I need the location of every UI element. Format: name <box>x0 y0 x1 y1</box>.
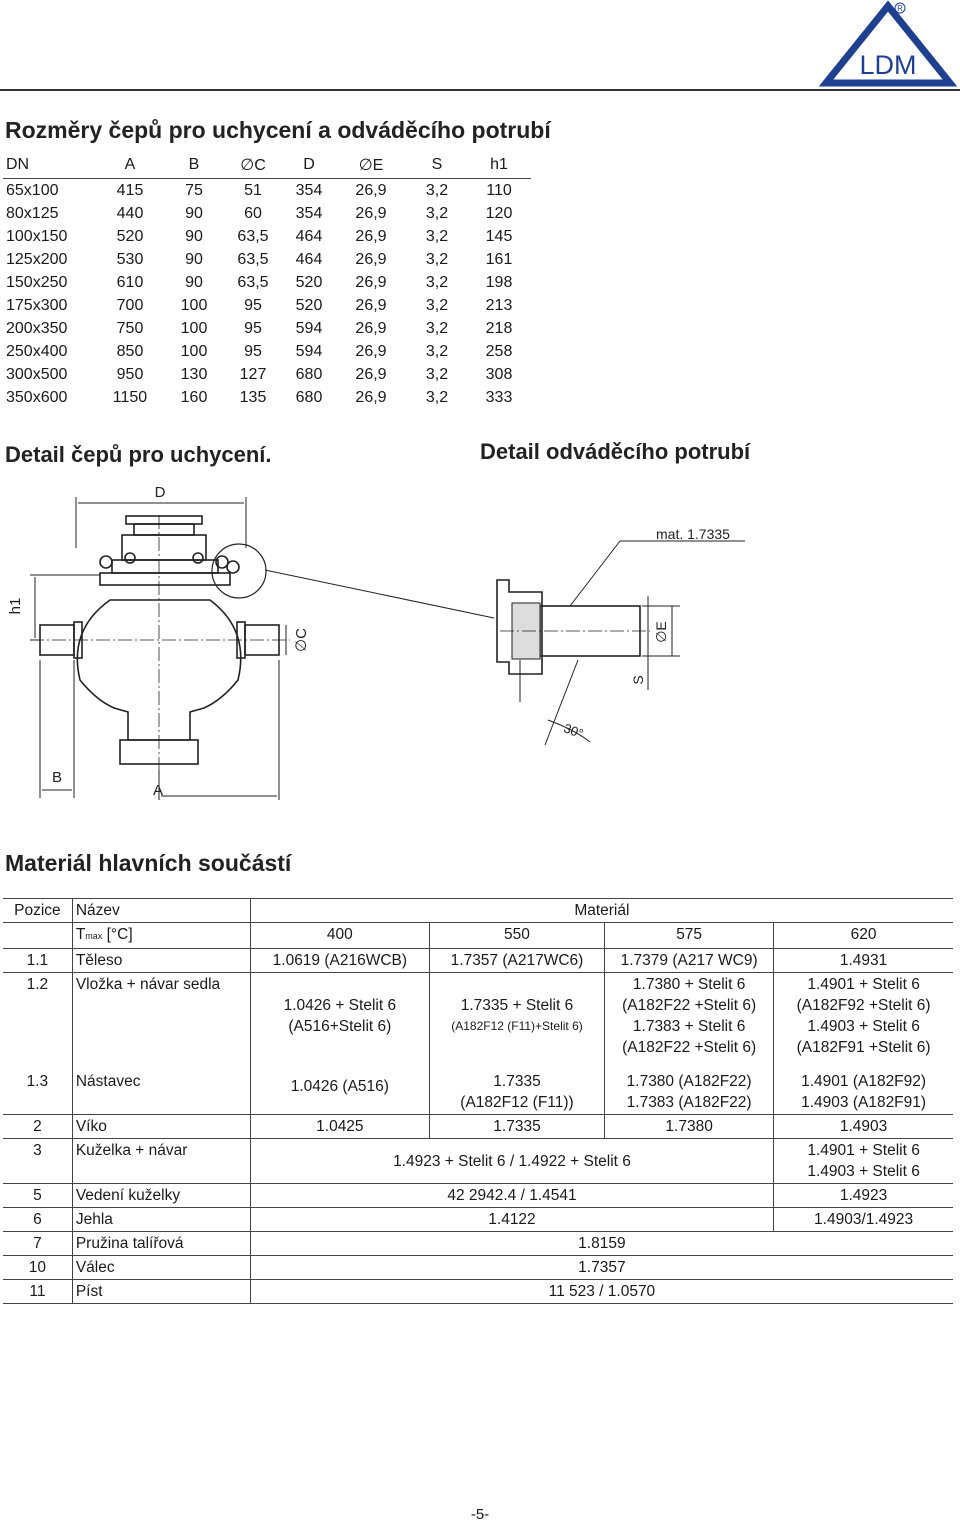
table-cell: 90 <box>185 227 203 245</box>
table-cell: 26,9 <box>355 296 387 314</box>
table-cell: 3,2 <box>425 296 449 314</box>
table-cell: 520 <box>295 296 323 314</box>
table-cell: 530 <box>116 250 144 268</box>
table-cell: 594 <box>295 319 323 337</box>
table-cell: 26,9 <box>355 227 387 245</box>
table-cell: 63,5 <box>237 227 269 245</box>
table-cell: 90 <box>185 273 203 291</box>
label-b: B <box>51 769 63 786</box>
table-cell: 464 <box>295 250 323 268</box>
table-cell: 135 <box>239 388 267 406</box>
table-cell: 100 <box>180 319 208 337</box>
col-pozice: Pozice <box>3 899 72 923</box>
materials-header-row <box>3 899 953 923</box>
table-cell: 95 <box>244 296 262 314</box>
table-cell: 95 <box>244 342 262 360</box>
table-row <box>3 179 531 203</box>
tmax-row <box>3 923 953 949</box>
dimensions-header-row <box>3 152 531 179</box>
table-row <box>3 363 531 386</box>
table-row: 3 Kuželka + návar 1.4923 + Stelit 6 / 1.4922 + Stelit 6 1.4901 + Stelit 6 1.4903 + Stelit 6 <box>3 1139 953 1184</box>
table-cell: 26,9 <box>355 181 387 199</box>
col-dn: DN <box>3 152 95 179</box>
table-row: 1.1 Těleso 1.0619 (A216WCB) 1.7357 (A217WC6) 1.7379 (A217 WC9) 1.4931 <box>3 949 953 973</box>
table-cell: 26,9 <box>355 273 387 291</box>
materials-title: Materiál hlavních součástí <box>5 850 292 876</box>
table-cell: 26,9 <box>355 342 387 360</box>
table-cell: 100 <box>180 296 208 314</box>
dimensions-title: Rozměry čepů pro uchycení a odváděcího potrubí <box>5 117 551 143</box>
table-row <box>3 225 531 248</box>
tmax-label: Tmax [°C] <box>72 923 250 949</box>
table-cell: 110 <box>486 181 512 199</box>
table-cell: 26,9 <box>355 365 387 383</box>
table-cell: 3,2 <box>425 250 449 268</box>
table-cell: 218 <box>485 319 513 337</box>
technical-drawing <box>0 470 960 810</box>
table-cell: 60 <box>244 204 262 222</box>
svg-text:R: R <box>897 4 903 13</box>
table-cell: 354 <box>295 181 323 199</box>
table-cell: 145 <box>485 227 513 245</box>
table-cell: 200x350 <box>6 319 68 337</box>
table-cell: 300x500 <box>6 365 68 383</box>
table-cell: 333 <box>485 388 513 406</box>
table-cell: 127 <box>239 365 267 383</box>
table-cell: 680 <box>295 388 323 406</box>
table-cell: 125x200 <box>6 250 68 268</box>
table-row: 2 Víko 1.0425 1.7335 1.7380 1.4903 <box>3 1115 953 1139</box>
label-s: S <box>630 675 646 685</box>
page-number: -5- <box>470 1506 490 1523</box>
label-material: mat. 1.7335 <box>656 526 730 542</box>
table-row: 10 Válec 1.7357 <box>3 1256 953 1280</box>
table-cell: 594 <box>295 342 323 360</box>
table-cell: 3,2 <box>425 365 449 383</box>
table-cell: 75 <box>185 181 203 199</box>
table-cell: 258 <box>485 342 513 360</box>
logo-text: LDM <box>859 50 917 80</box>
label-e: ∅E <box>653 621 669 643</box>
table-cell: 3,2 <box>425 227 449 245</box>
label-d: D <box>154 484 166 501</box>
table-cell: 198 <box>485 273 513 291</box>
label-c: ∅C <box>293 628 310 652</box>
table-cell: 26,9 <box>355 250 387 268</box>
col-c: ∅C <box>223 152 283 179</box>
table-cell: 950 <box>116 365 144 383</box>
table-cell: 520 <box>116 227 144 245</box>
table-cell: 26,9 <box>355 204 387 222</box>
detail-right-title: Detail odváděcího potrubí <box>480 439 751 464</box>
table-cell: 26,9 <box>355 319 387 337</box>
table-row: 11 Píst 11 523 / 1.0570 <box>3 1280 953 1304</box>
ldm-logo <box>818 0 958 88</box>
table-cell: 95 <box>244 319 262 337</box>
table-cell: 26,9 <box>355 388 387 406</box>
col-e: ∅E <box>335 152 407 179</box>
table-cell: 150x250 <box>6 273 68 291</box>
table-row <box>3 294 531 317</box>
table-cell: 354 <box>295 204 323 222</box>
col-material: Materiál <box>250 899 953 923</box>
col-s: S <box>407 152 467 179</box>
table-cell: 63,5 <box>237 273 269 291</box>
table-cell: 80x125 <box>6 204 59 222</box>
temp-620: 620 <box>774 923 953 949</box>
detail-left-title: Detail čepů pro uchycení. <box>5 442 272 467</box>
table-row <box>3 340 531 363</box>
col-a: A <box>95 152 165 179</box>
table-cell: 610 <box>116 273 144 291</box>
label-h1: h1 <box>7 597 24 615</box>
table-cell: 51 <box>244 181 262 199</box>
table-row: 1.3 Nástavec 1.0426 (A516) 1.7335 (A182F12 (F11)) 1.7380 (A182F22) 1.7383 (A182F22) 1.4901 (A182F92) 1.4903 (A182F91) <box>3 1059 953 1115</box>
table-cell: 464 <box>295 227 323 245</box>
table-row <box>3 386 531 409</box>
table-cell: 3,2 <box>425 273 449 291</box>
table-row: 6 Jehla 1.4122 1.4903/1.4923 <box>3 1208 953 1232</box>
temp-400: 400 <box>250 923 429 949</box>
table-cell: 700 <box>116 296 144 314</box>
table-cell: 65x100 <box>6 181 59 199</box>
col-d: D <box>283 152 335 179</box>
table-cell: 3,2 <box>425 342 449 360</box>
table-cell: 90 <box>185 250 203 268</box>
table-cell: 520 <box>295 273 323 291</box>
table-row <box>3 271 531 294</box>
table-cell: 130 <box>180 365 208 383</box>
header-rule <box>0 89 960 91</box>
table-cell: 100 <box>180 342 208 360</box>
col-nazev: Název <box>72 899 250 923</box>
table-cell: 350x600 <box>6 388 68 406</box>
col-b: B <box>165 152 223 179</box>
table-row: 1.2 Vložka + návar sedla 1.0426 + Stelit 6 (A516+Stelit 6) 1.7335 + Stelit 6 (A182F12 (F11)+Stelit 6) 1.7380 + Stelit 6 (A182F22 +Stelit 6) 1.7383 + Stelit 6 (A182F22 +Stelit 6) 1.4901 + Stelit 6 (A182F92 +Stelit 6) 1.4903 + Stelit 6 (A182F91 +Stelit 6) <box>3 973 953 1060</box>
table-cell: 3,2 <box>425 204 449 222</box>
table-row <box>3 317 531 340</box>
temp-575: 575 <box>605 923 774 949</box>
col-h1: h1 <box>467 152 531 179</box>
table-cell: 3,2 <box>425 181 449 199</box>
table-cell: 1150 <box>112 388 148 406</box>
table-row: 7 Pružina talířová 1.8159 <box>3 1232 953 1256</box>
table-cell: 3,2 <box>425 388 449 406</box>
table-row <box>3 202 531 225</box>
table-cell: 160 <box>180 388 208 406</box>
table-cell: 100x150 <box>6 227 68 245</box>
table-cell: 3,2 <box>425 319 449 337</box>
table-cell: 90 <box>185 204 203 222</box>
table-cell: 175x300 <box>6 296 68 314</box>
materials-table <box>3 898 953 1304</box>
table-cell: 850 <box>116 342 144 360</box>
table-cell: 63,5 <box>237 250 269 268</box>
table-cell: 415 <box>116 181 144 199</box>
table-cell: 120 <box>485 204 513 222</box>
table-cell: 213 <box>485 296 513 314</box>
dimensions-table <box>3 152 531 409</box>
table-cell: 750 <box>116 319 144 337</box>
label-a: A <box>152 782 164 799</box>
table-cell: 308 <box>485 365 513 383</box>
temp-550: 550 <box>429 923 604 949</box>
table-row <box>3 248 531 271</box>
table-cell: 161 <box>485 250 513 268</box>
table-cell: 440 <box>116 204 144 222</box>
table-row: 5 Vedení kuželky 42 2942.4 / 1.4541 1.4923 <box>3 1184 953 1208</box>
table-cell: 680 <box>295 365 323 383</box>
label-angle: 30° <box>561 720 586 742</box>
table-cell: 250x400 <box>6 342 68 360</box>
